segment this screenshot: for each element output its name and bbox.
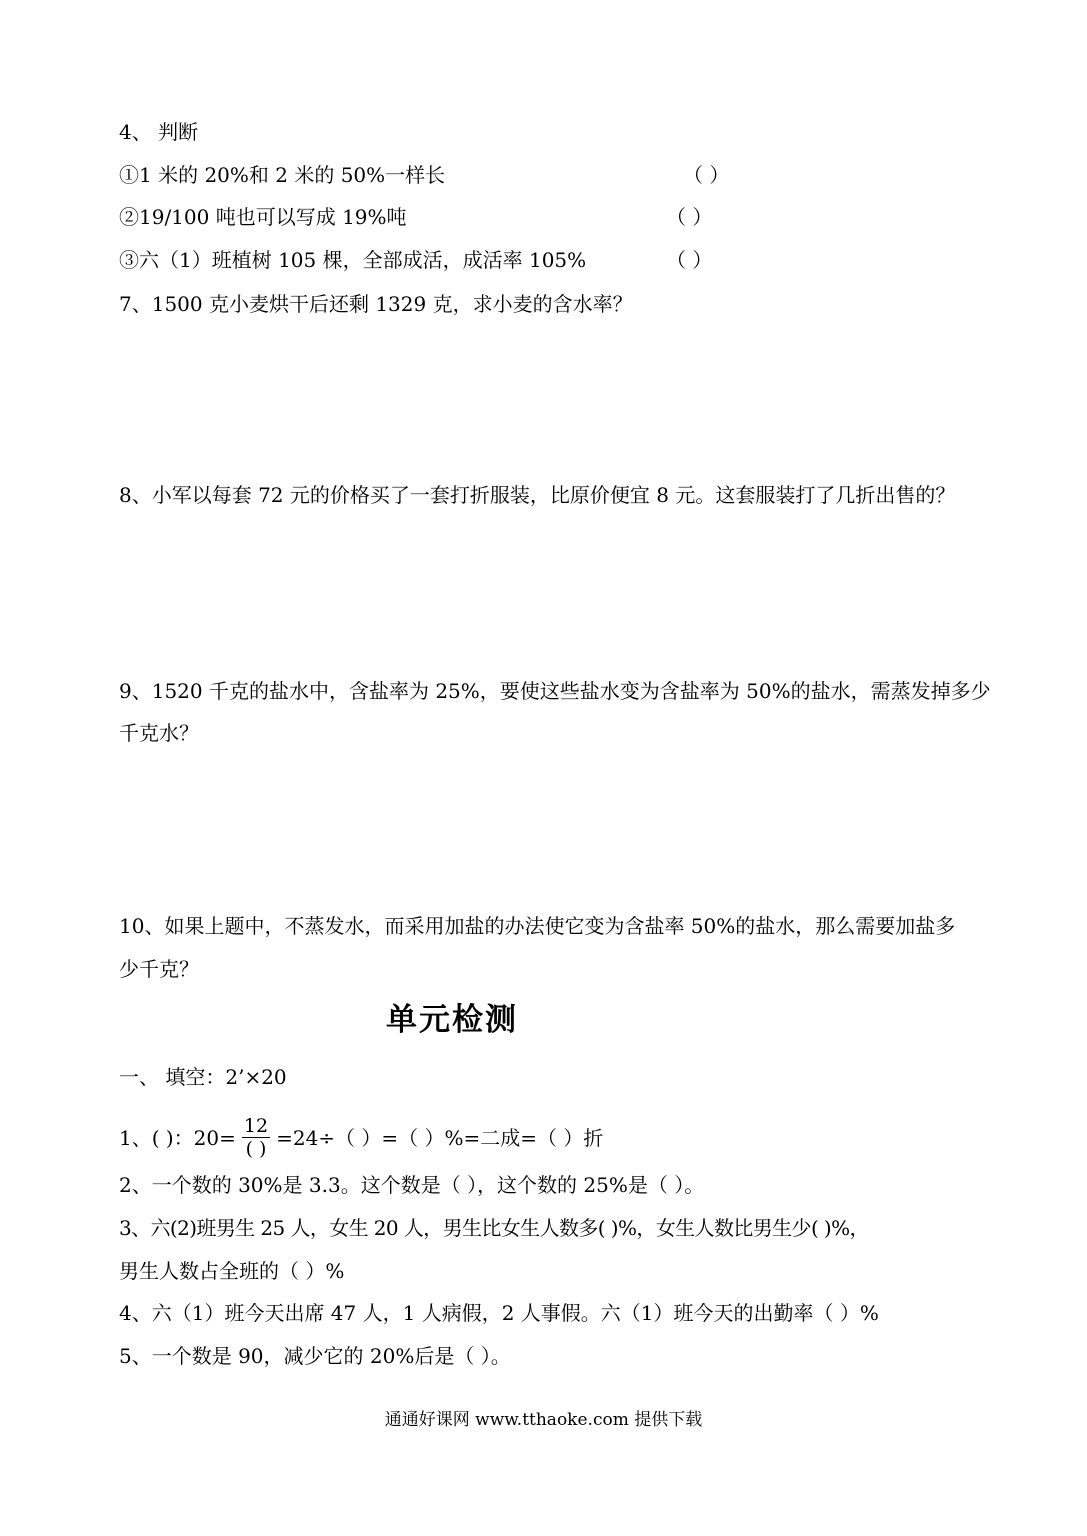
unit-test-title: 单元检测 (386, 1002, 518, 1038)
question-10-line-1: 10、如果上题中，不蒸发水，而采用加盐的办法使它变为含盐率 50%的盐水，那么需要加盐多 (119, 914, 956, 938)
fill-question-1-before: 1、( )：20= (119, 1126, 236, 1150)
judge-item-2: ②19/100 吨也可以写成 19%吨 (119, 205, 407, 229)
question-8: 8、小军以每套 72 元的价格买了一套打折服装，比原价便宜 8 元。这套服装打了几折出售的？ (119, 483, 956, 507)
fill-question-1 (119, 1117, 603, 1162)
judge-item-1: ①1 米的 20%和 2 米的 50%一样长 (119, 163, 446, 187)
question-9-line-2: 千克水？ (119, 721, 199, 745)
fill-question-1-after: =24÷（ ）=（ ）%=二成=（ ）折 (276, 1126, 604, 1150)
judge-heading: 4、 判断 (119, 120, 199, 144)
judge-item-3-paren: （ ） (666, 248, 713, 272)
question-9-line-1: 9、1520 千克的盐水中，含盐率为 25%，要使这些盐水变为含盐率为 50%的盐水，需蒸发掉多少 (119, 679, 991, 703)
judge-item-1-paren: （ ） (683, 163, 730, 187)
judge-item-2-paren: （ ） (666, 205, 713, 229)
page-footer: 通通好课网 www.tthaoke.com 提供下载 (384, 1410, 703, 1430)
fraction-numerator: 12 (243, 1115, 269, 1137)
fill-question-3-line-2: 男生人数占全班的（ ）% (119, 1259, 345, 1283)
fraction (242, 1115, 270, 1160)
question-7: 7、1500 克小麦烘干后还剩 1329 克，求小麦的含水率？ (119, 292, 633, 316)
fill-question-5: 5、一个数是 90，减少它的 20%后是（ ）。 (119, 1344, 511, 1368)
fill-heading: 一、 填空：2’×20 (119, 1065, 287, 1089)
fill-question-4: 4、六（1）班今天出席 47 人，1 人病假，2 人事假。六（1）班今天的出勤率（ ）% (119, 1301, 879, 1325)
judge-item-3: ③六（1）班植树 105 棵，全部成活，成活率 105% (119, 248, 587, 272)
fill-question-2: 2、一个数的 30%是 3.3。这个数是（ ），这个数的 25%是（ ）。 (119, 1173, 705, 1197)
fraction-denominator: ( ) (245, 1138, 267, 1160)
fill-question-3-line-1: 3、六(2)班男生 25 人，女生 20 人，男生比女生人数多( )%，女生人数比男生少( )%， (119, 1216, 869, 1240)
question-10-line-2: 少千克？ (119, 957, 199, 981)
